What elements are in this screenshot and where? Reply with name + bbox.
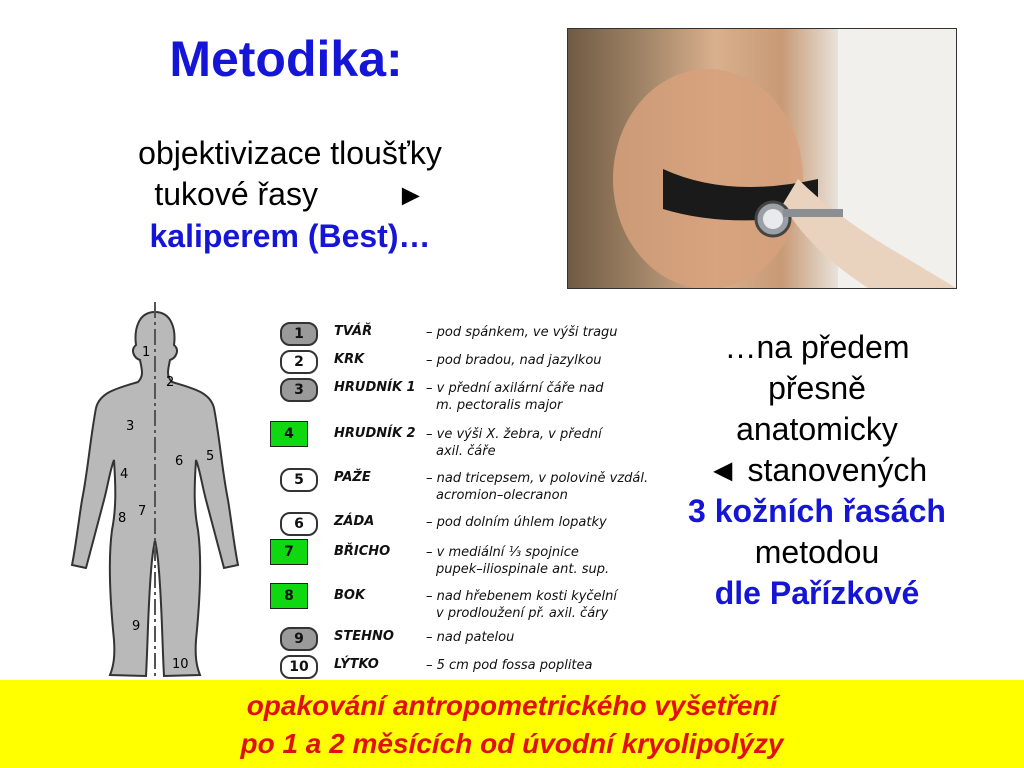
site-description xyxy=(426,657,666,674)
site-description xyxy=(426,324,666,341)
body-silhouette xyxy=(60,300,250,680)
body-mark-1: 1 xyxy=(142,345,151,360)
site-description xyxy=(426,588,666,622)
site-desc-line: – nad hřebenem kosti kyčelní xyxy=(426,589,618,604)
method-line-4-text: stanovených xyxy=(747,452,928,488)
site-name: PAŽE xyxy=(334,470,371,485)
site-row-4 xyxy=(276,423,666,459)
site-description xyxy=(426,470,666,504)
left-arrow-icon: ◄ xyxy=(706,452,739,488)
site-description xyxy=(426,514,666,531)
site-desc-line: – pod dolním úhlem lopatky xyxy=(426,515,607,530)
banner-line-2: po 1 a 2 měsících od úvodní kryolipolýzy xyxy=(240,728,784,759)
site-number-badge-highlighted: 4 xyxy=(270,421,308,447)
right-arrow-icon: ► xyxy=(395,179,426,212)
method-line-5: 3 kožních řasách xyxy=(688,493,946,529)
intro-line-2-text: tukové řasy xyxy=(154,176,318,212)
body-mark-9: 9 xyxy=(132,619,141,634)
site-row-8 xyxy=(276,585,666,621)
site-desc-line-2: m. pectoralis major xyxy=(436,398,563,413)
intro-text xyxy=(40,133,540,257)
method-line-6: metodou xyxy=(754,534,880,570)
site-row-1 xyxy=(276,321,666,345)
site-desc-line-2: pupek–iliospinale ant. sup. xyxy=(436,562,610,577)
site-description xyxy=(426,380,666,414)
site-row-6 xyxy=(276,511,666,535)
body-mark-3: 3 xyxy=(126,419,135,434)
site-name: STEHNO xyxy=(334,629,394,644)
site-number-badge-highlighted: 8 xyxy=(270,583,308,609)
method-description xyxy=(648,327,986,614)
site-name: BŘICHO xyxy=(334,544,391,559)
site-number-badge: 2 xyxy=(280,350,318,374)
body-diagram xyxy=(60,300,250,680)
site-name: BOK xyxy=(334,588,366,603)
site-desc-line: – 5 cm pod fossa poplitea xyxy=(426,658,593,673)
site-desc-line-2: axil. čáře xyxy=(436,444,496,459)
body-mark-4: 4 xyxy=(120,467,129,482)
body-mark-6: 6 xyxy=(175,454,184,469)
site-number-badge: 3 xyxy=(280,378,318,402)
caliper-measurement-photo xyxy=(567,28,957,289)
method-line-3: anatomicky xyxy=(736,411,898,447)
site-desc-line: – v mediální ⅓ spojnice xyxy=(426,545,579,560)
site-desc-line: – pod bradou, nad jazylkou xyxy=(426,353,602,368)
site-name: LÝTKO xyxy=(334,657,379,672)
intro-line-2 xyxy=(40,174,540,216)
body-mark-10: 10 xyxy=(172,657,189,672)
site-name: ZÁDA xyxy=(334,514,375,529)
site-description xyxy=(426,629,666,646)
site-row-7 xyxy=(276,541,666,577)
body-mark-8: 8 xyxy=(118,511,127,526)
site-number-badge: 5 xyxy=(280,468,318,492)
site-desc-line: – nad tricepsem, v polovině vzdál. xyxy=(426,471,649,486)
site-desc-line-2: v prodloužení př. axil. čáry xyxy=(436,606,609,621)
method-line-7: dle Pařízkové xyxy=(714,575,920,611)
banner-line-1: opakování antropometrického vyšetření xyxy=(246,690,778,721)
measurement-site-list xyxy=(276,317,666,682)
site-description xyxy=(426,426,666,460)
site-desc-line: – v přední axilární čáře nad xyxy=(426,381,604,396)
site-desc-line: – pod spánkem, ve výši tragu xyxy=(426,325,618,340)
site-number-badge-highlighted: 7 xyxy=(270,539,308,565)
site-desc-line-2: acromion–olecranon xyxy=(436,488,568,503)
site-desc-line: – ve výši X. žebra, v přední xyxy=(426,427,602,442)
site-row-9 xyxy=(276,626,666,650)
site-name: HRUDNÍK 2 xyxy=(334,426,416,441)
site-number-badge: 1 xyxy=(280,322,318,346)
method-line-2: přesně xyxy=(768,370,866,406)
site-desc-line: – nad patelou xyxy=(426,630,515,645)
site-description xyxy=(426,544,666,578)
method-line-4 xyxy=(648,450,986,491)
site-row-3 xyxy=(276,377,666,413)
footer-banner xyxy=(0,680,1024,768)
site-number-badge: 6 xyxy=(280,512,318,536)
slide-title: Metodika: xyxy=(169,31,403,87)
site-name: TVÁŘ xyxy=(334,324,373,339)
site-description xyxy=(426,352,666,369)
site-name: KRK xyxy=(334,352,365,367)
body-mark-2: 2 xyxy=(166,375,175,390)
site-row-10 xyxy=(276,654,666,678)
method-line-1: …na předem xyxy=(724,329,910,365)
site-number-badge: 9 xyxy=(280,627,318,651)
site-name: HRUDNÍK 1 xyxy=(334,380,416,395)
site-number-badge: 10 xyxy=(280,655,318,679)
body-mark-7: 7 xyxy=(138,504,147,519)
photo-illustration xyxy=(568,29,956,288)
intro-line-3: kaliperem (Best)… xyxy=(149,218,431,254)
site-row-5 xyxy=(276,467,666,503)
site-row-2 xyxy=(276,349,666,373)
body-mark-5: 5 xyxy=(206,449,215,464)
intro-line-1: objektivizace tloušťky xyxy=(138,135,442,171)
